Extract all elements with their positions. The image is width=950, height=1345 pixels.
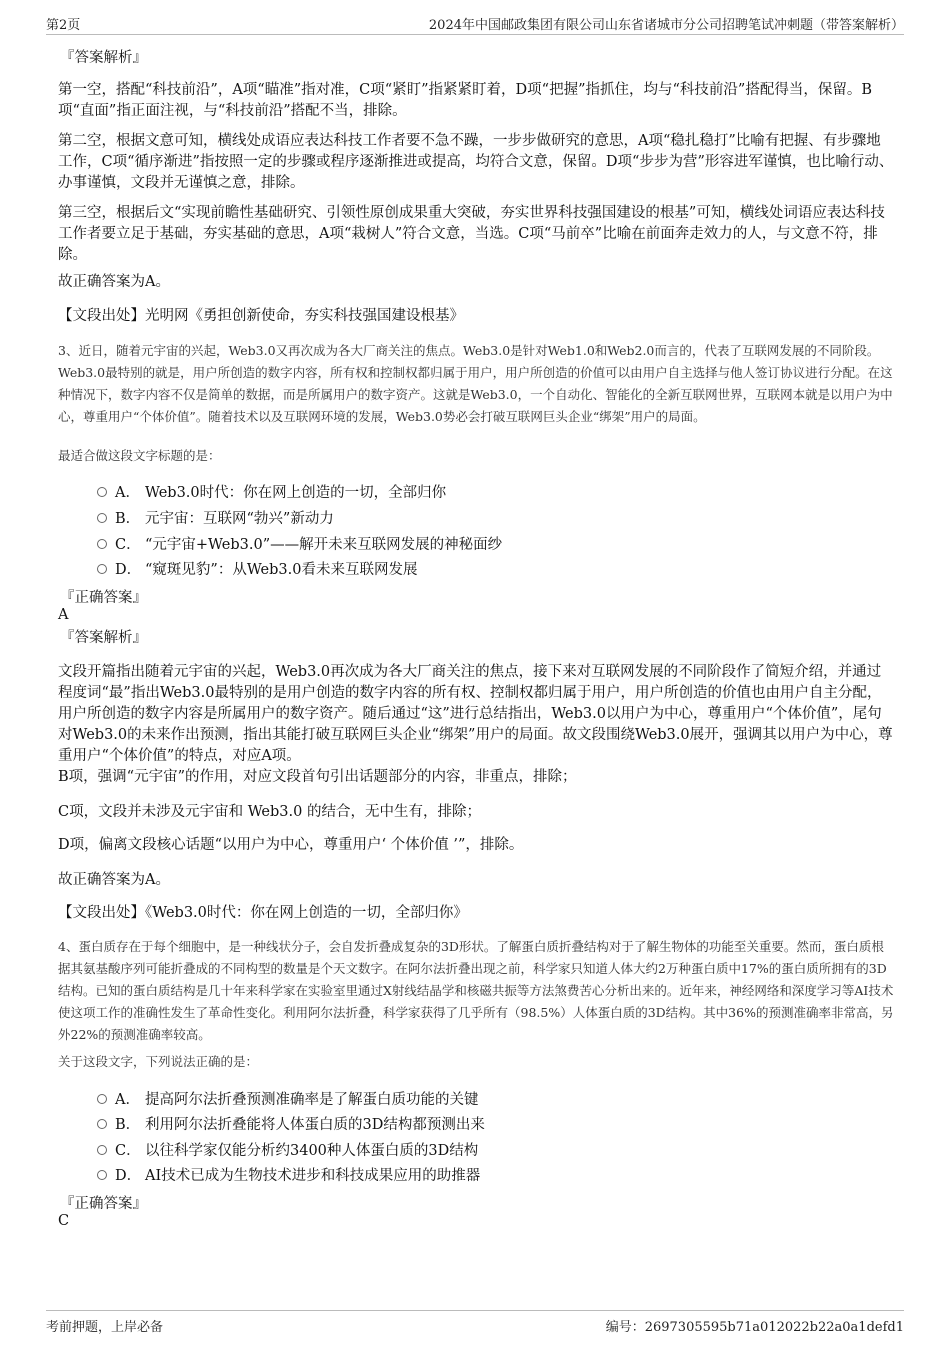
option-text: 提高阿尔法折叠预测准确率是了解蛋白质功能的关键 <box>145 1092 479 1108</box>
analysis-paragraph: 第三空，根据后文“实现前瞻性基础研究、引领性原创成果重大突破，夯实世界科技强国建设的根基”可知，横线处词语应表达科技工作者要立足于基础，夯实基础的意思，A项“栽树人”符合文意，当选。C项“马前卒”比喻在前面奔走效力的人，与文意不符，排除。 <box>58 205 885 263</box>
option-letter: C． <box>115 1143 141 1159</box>
option-text: 以往科学家仅能分析约3400种人体蛋白质的3D结构 <box>145 1143 479 1159</box>
source-citation: 【文段出处】《Web3.0时代：你在网上创造的一切，全部归你》 <box>58 905 468 921</box>
question-prompt: 关于这段文字，下列说法正确的是： <box>58 1054 259 1069</box>
option-c[interactable] <box>97 1141 478 1161</box>
option-a[interactable] <box>97 483 446 503</box>
analysis-paragraph: B项，强调“元宇宙”的作用，对应文段首句引出话题部分的内容，非重点，排除； <box>58 769 577 785</box>
radio-icon[interactable] <box>97 1119 107 1129</box>
analysis-label: 『答案解析』 <box>60 630 147 646</box>
source-citation: 【文段出处】光明网《勇担创新使命，夯实科技强国建设根基》 <box>58 308 464 324</box>
correct-answer: C <box>58 1213 70 1229</box>
analysis-paragraph: D项，偏离文段核心话题“以用户为中心，尊重用户‘ 个体价值 ’”，排除。 <box>58 837 524 853</box>
option-letter: A． <box>115 485 140 501</box>
radio-icon[interactable] <box>97 1170 107 1180</box>
option-text: 元宇宙：互联网“勃兴”新动力 <box>145 511 334 527</box>
option-letter: B． <box>115 511 141 527</box>
correct-answer-label: 『正确答案』 <box>60 1196 147 1212</box>
radio-icon[interactable] <box>97 539 107 549</box>
analysis-paragraph: 第一空，搭配“科技前沿”，A项“瞄准”指对准，C项“紧盯”指紧紧盯着，D项“把握”指抓住，均与“科技前沿”搭配得当，保留。B项“直面”指正面注视，与“科技前沿”搭配不当，排除。 <box>58 82 872 119</box>
option-d[interactable] <box>97 1166 480 1186</box>
analysis-paragraph: 第二空，根据文意可知，横线处成语应表达科技工作者要不急不躁，一步步做研究的意思，A项“稳扎稳打”比喻有把握、有步骤地工作，C项“循序渐进”指按照一定的步骤或程序逐渐推进或提高，均符合文意，保留。D项“步步为营”形容进军谨慎，也比喻行动、办事谨慎，文段并无谨慎之意，排除。 <box>58 133 894 191</box>
radio-icon[interactable] <box>97 487 107 497</box>
option-a[interactable] <box>97 1090 479 1110</box>
option-c[interactable] <box>97 535 502 555</box>
analysis-conclusion: 故正确答案为A。 <box>58 274 170 290</box>
question-passage: 4、蛋白质存在于每个细胞中，是一种线状分子，会自发折叠成复杂的3D形状。了解蛋白质折叠结构对于了解生物体的功能至关重要。然而，蛋白质根据其氨基酸序列可能折叠成的不同构型的数量是个天文数字。在阿尔法折叠出现之前，科学家只知道人体大约2万种蛋白质中17%的蛋白质所拥有的3D结构。已知的蛋白质结构是几十年来科学家在实验室里通过X射线结晶学和核磁共振等方法煞费苦心分析出来的。近年来，神经网络和深度学习等AI技术使这项工作的准确性发生了革命性变化。利用阿尔法折叠，科学家获得了几乎所有（98.5%）人体蛋白质的3D结构。其中36%的预测准确率非常高，另外22%的预测准确率较高。 <box>58 939 894 1042</box>
option-letter: D． <box>115 1168 142 1184</box>
radio-icon[interactable] <box>97 1094 107 1104</box>
analysis-paragraph: C项，文段并未涉及元宇宙和 Web3.0 的结合，无中生有，排除； <box>58 804 481 820</box>
option-letter: B． <box>115 1117 141 1133</box>
page-number: 第2页 <box>46 18 81 33</box>
question-passage: 3、近日，随着元宇宙的兴起，Web3.0又再次成为各大厂商关注的焦点。Web3.0是针对Web1.0和Web2.0而言的，代表了互联网发展的不同阶段。Web3.0最特别的就是，用户所创造的数字内容，所有权和控制权都归属于用户，用户所创造的价值可以由用户自主选择与他人签订协议进行分配。在这种情况下，数字内容不仅是简单的数据，而是所属用户的数字资产。这就是Web3.0，一个自动化、智能化的全新互联网世界，互联网本就是以用户为中心，尊重用户“个体价值”。随着技术以及互联网环境的发展，Web3.0势必会打破互联网巨头企业“绑架”用户的局面。 <box>58 343 893 424</box>
radio-icon[interactable] <box>97 564 107 574</box>
radio-icon[interactable] <box>97 1145 107 1155</box>
option-text: 利用阿尔法折叠能将人体蛋白质的3D结构都预测出来 <box>145 1117 485 1133</box>
page-header <box>46 12 904 35</box>
analysis-label: 『答案解析』 <box>60 50 147 66</box>
question-prompt: 最适合做这段文字标题的是： <box>58 448 221 463</box>
option-text: “窥斑见豹”：从Web3.0看未来互联网发展 <box>145 562 418 578</box>
correct-answer: A <box>58 607 69 623</box>
document-title: 2024年中国邮政集团有限公司山东省诸城市分公司招聘笔试冲刺题（带答案解析） <box>428 18 904 33</box>
option-b[interactable] <box>97 509 334 529</box>
option-letter: C． <box>115 537 141 553</box>
option-letter: D． <box>115 562 142 578</box>
option-d[interactable] <box>97 560 417 580</box>
radio-icon[interactable] <box>97 513 107 523</box>
option-text: AI技术已成为生物技术进步和科技成果应用的助推器 <box>145 1168 481 1184</box>
option-text: Web3.0时代：你在网上创造的一切，全部归你 <box>145 485 447 501</box>
option-letter: A． <box>115 1092 140 1108</box>
document-code: 编号：2697305595b71a012022b22a0a1defd1 <box>605 1320 904 1335</box>
option-text: “元宇宙+Web3.0”——解开未来互联网发展的神秘面纱 <box>145 537 503 553</box>
correct-answer-label: 『正确答案』 <box>60 590 147 606</box>
page-footer <box>46 1310 904 1333</box>
option-b[interactable] <box>97 1115 485 1135</box>
analysis-paragraph: 文段开篇指出随着元宇宙的兴起，Web3.0再次成为各大厂商关注的焦点，接下来对互联网发展的不同阶段作了简短介绍，并通过程度词“最”指出Web3.0最特别的是用户创造的数字内容的所有权、控制权都归属于用户，用户所创造的价值也由用户自主分配，用户所创造的数字内容是所属用户的数字资产。随后通过“这”进行总结指出，Web3.0以用户为中心，尊重用户“个体价值”，尾句对Web3.0的未来作出预测，指出其能打破互联网巨头企业“绑架”用户的局面。故文段围绕Web3.0展开，强调其以用户为中心，尊重用户“个体价值”的特点，对应A项。 <box>58 664 893 764</box>
footer-slogan: 考前押题，上岸必备 <box>46 1320 164 1335</box>
analysis-conclusion: 故正确答案为A。 <box>58 872 170 888</box>
